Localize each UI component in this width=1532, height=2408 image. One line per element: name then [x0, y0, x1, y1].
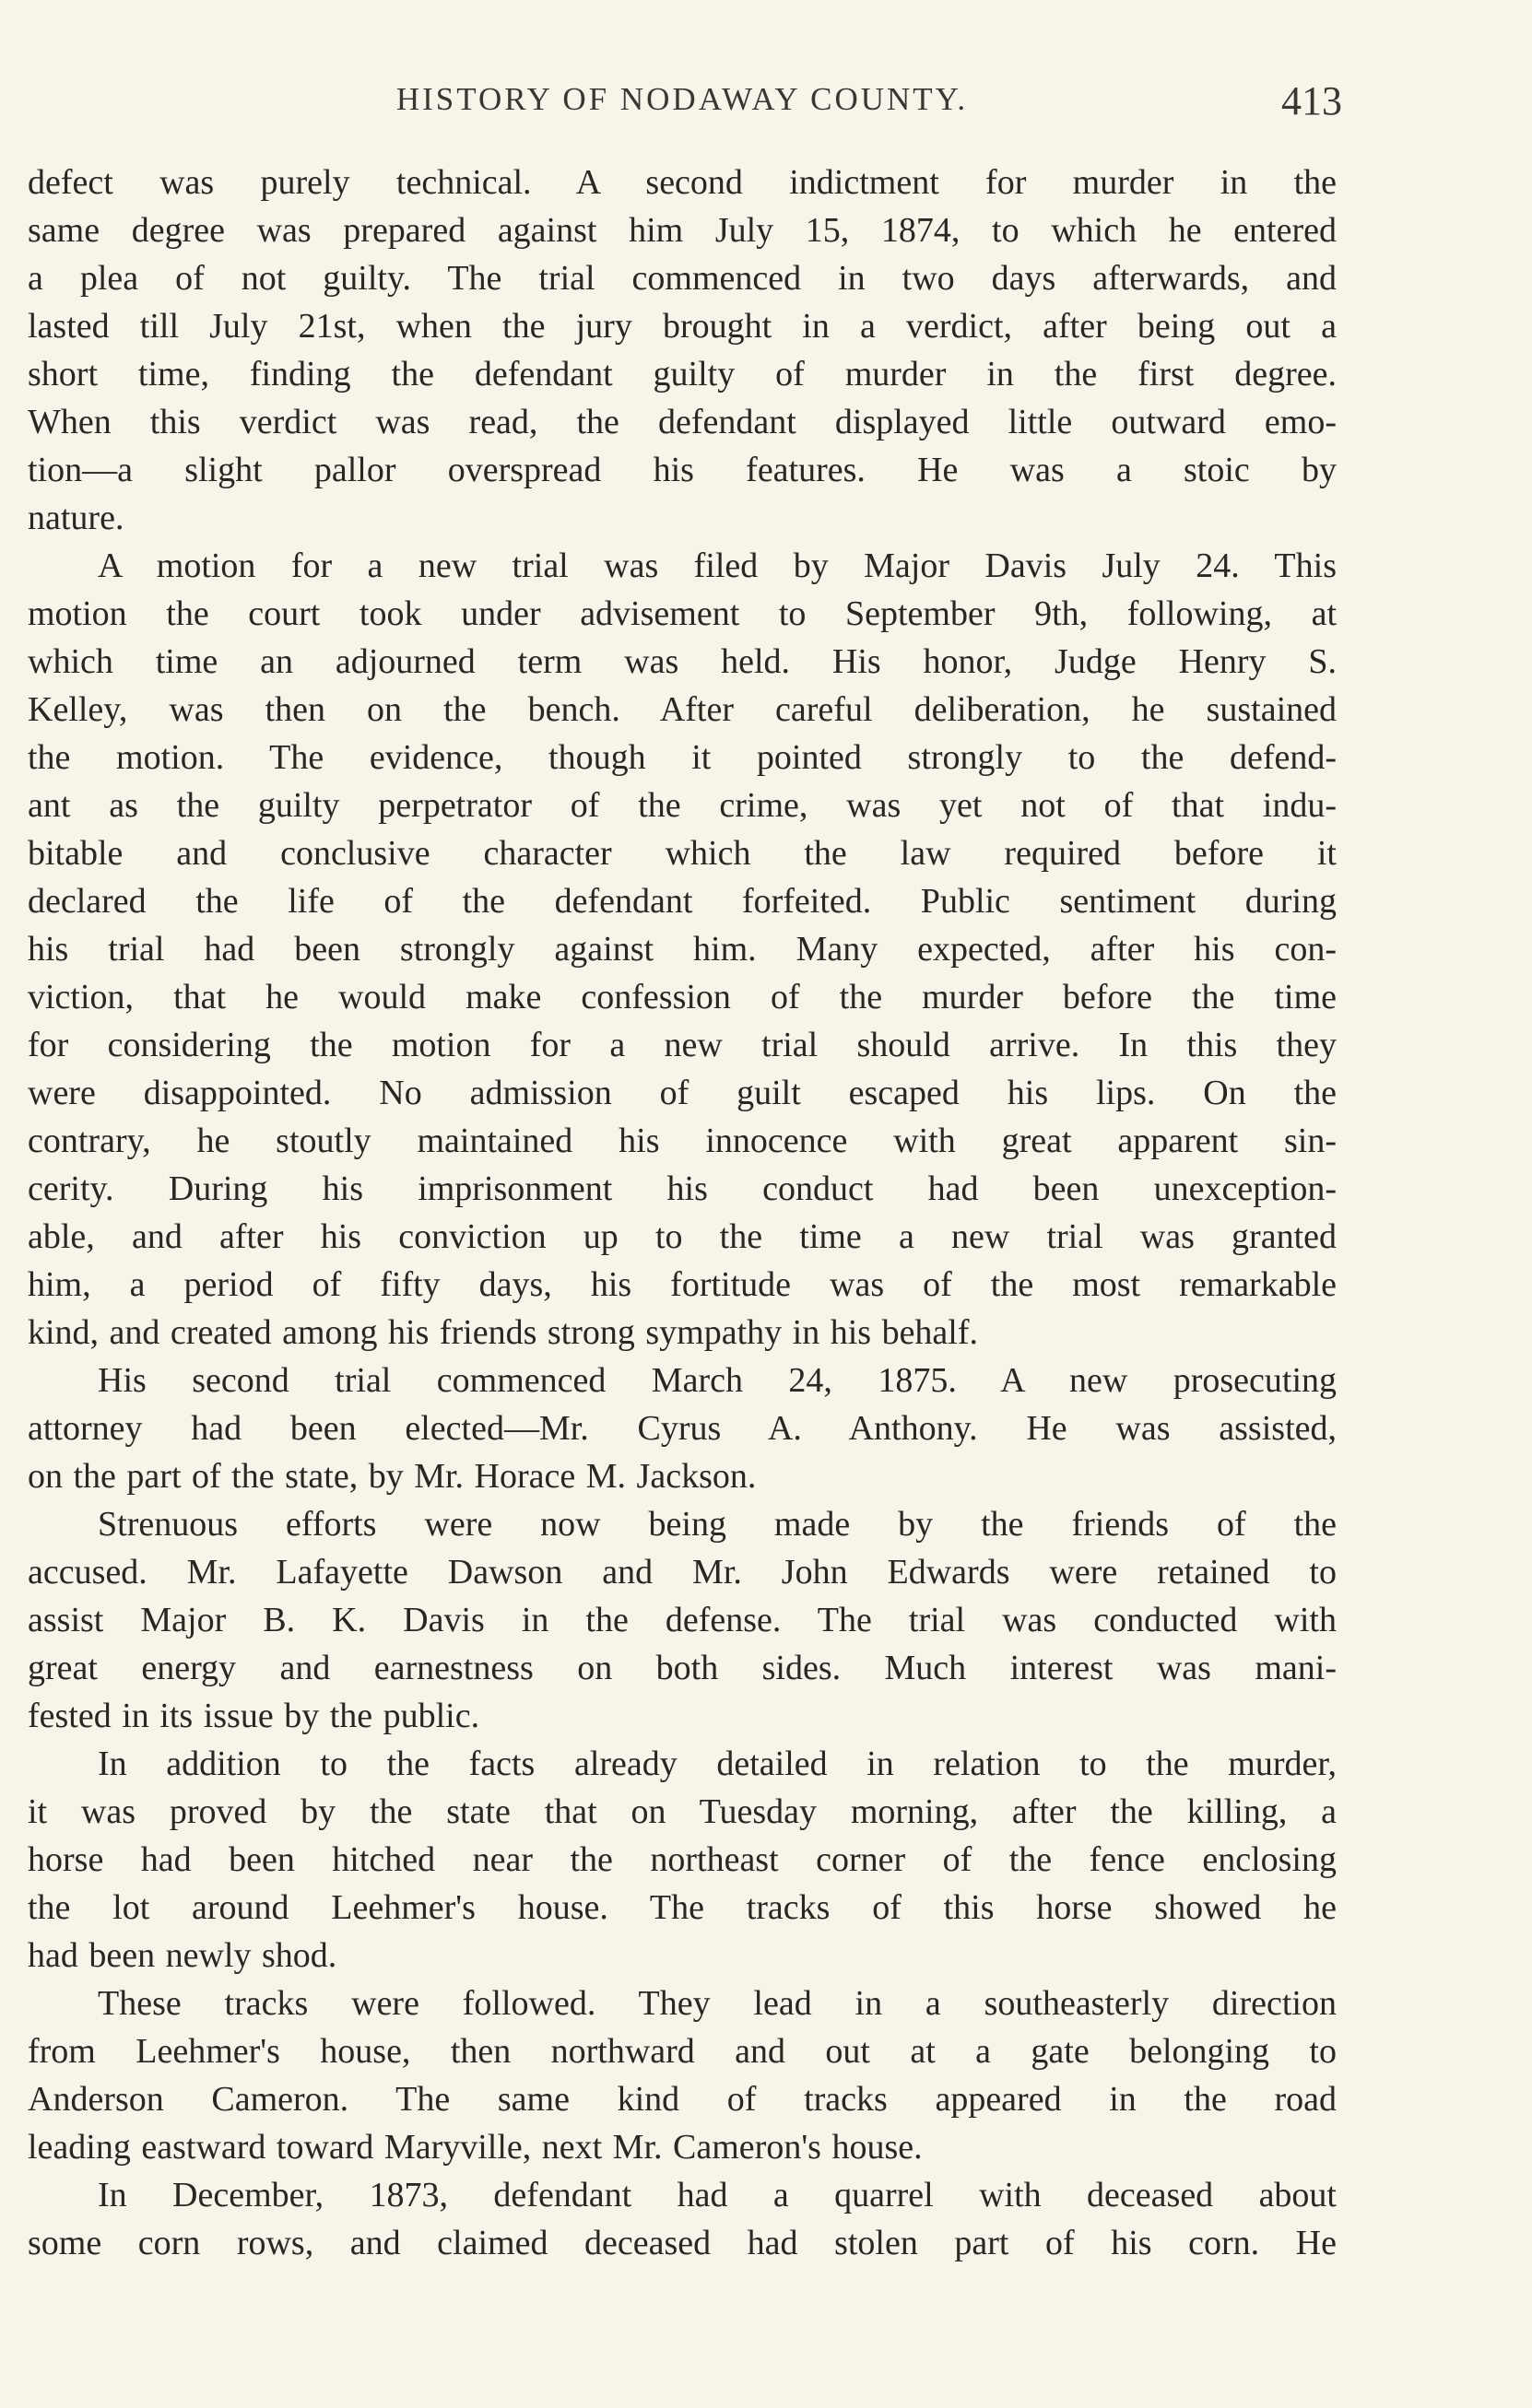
text-line: ant as the guilty perpetrator of the crime, was yet not of that indu- [28, 786, 1337, 825]
text-line: same degree was prepared against him July 15, 1874, to which he entered [28, 211, 1337, 250]
text-line: his trial had been strongly against him. Many expected, after his con- [28, 930, 1337, 969]
running-head [28, 74, 1342, 133]
text-line: cerity. During his imprisonment his conduct had been unexception- [28, 1169, 1337, 1208]
text-line: leading eastward toward Maryville, next Mr. Cameron's house. [28, 2128, 923, 2167]
text-line: the lot around Leehmer's house. The tracks of this horse showed he [28, 1888, 1337, 1927]
text-line: bitable and conclusive character which the law required before it [28, 834, 1337, 873]
text-line: lasted till July 21st, when the jury brought in a verdict, after being out a [28, 307, 1337, 346]
text-line: it was proved by the state that on Tuesday morning, after the killing, a [28, 1792, 1337, 1831]
text-line: Anderson Cameron. The same kind of tracks appeared in the road [28, 2080, 1337, 2119]
text-line: When this verdict was read, the defendant displayed little outward emo- [28, 403, 1337, 441]
text-line: fested in its issue by the public. [28, 1697, 480, 1735]
text-line: Kelley, was then on the bench. After careful deliberation, he sustained [28, 690, 1337, 729]
text-line: some corn rows, and claimed deceased had stolen part of his corn. He [28, 2224, 1337, 2262]
text-line: the motion. The evidence, though it pointed strongly to the defend- [28, 738, 1337, 777]
text-line: assist Major B. K. Davis in the defense. The trial was conducted with [28, 1601, 1337, 1639]
text-line: great energy and earnestness on both sides. Much interest was mani- [28, 1649, 1337, 1687]
text-line: defect was purely technical. A second indictment for murder in the [28, 163, 1337, 202]
text-line: kind, and created among his friends strong sympathy in his behalf. [28, 1313, 979, 1352]
text-line: horse had been hitched near the northeast corner of the fence enclosing [28, 1840, 1337, 1879]
running-title: HISTORY OF NODAWAY COUNTY. [395, 81, 969, 117]
text-line: attorney had been elected—Mr. Cyrus A. Anthony. He was assisted, [28, 1409, 1337, 1448]
text-line: which time an adjourned term was held. His honor, Judge Henry S. [28, 642, 1337, 681]
text-line: His second trial commenced March 24, 1875. A new prosecuting [98, 1361, 1337, 1400]
text-line: short time, finding the defendant guilty of murder in the first degree. [28, 355, 1337, 394]
text-line: for considering the motion for a new trial should arrive. In this they [28, 1026, 1337, 1064]
text-line: motion the court took under advisement to September 9th, following, at [28, 594, 1337, 633]
text-line: from Leehmer's house, then northward and out at a gate belonging to [28, 2032, 1337, 2071]
text-line: him, a period of fifty days, his fortitude was of the most remarkable [28, 1265, 1337, 1304]
text-line: viction, that he would make confession of the murder before the time [28, 978, 1337, 1016]
text-line: had been newly shod. [28, 1936, 337, 1975]
text-line: A motion for a new trial was filed by Major Davis July 24. This [98, 546, 1337, 585]
text-line: contrary, he stoutly maintained his innocence with great apparent sin- [28, 1122, 1337, 1160]
page-number: 413 [1281, 78, 1342, 123]
text-line: were disappointed. No admission of guilt escaped his lips. On the [28, 1074, 1337, 1112]
text-line: In addition to the facts already detailed in relation to the murder, [98, 1744, 1337, 1783]
text-line: able, and after his conviction up to the time a new trial was granted [28, 1217, 1337, 1256]
text-line: accused. Mr. Lafayette Dawson and Mr. John Edwards were retained to [28, 1553, 1337, 1592]
body-text [28, 159, 1337, 2267]
text-line: on the part of the state, by Mr. Horace M. Jackson. [28, 1457, 757, 1496]
text-line: a plea of not guilty. The trial commenced in two days afterwards, and [28, 259, 1337, 298]
text-line: declared the life of the defendant forfeited. Public sentiment during [28, 882, 1337, 921]
text-line: In December, 1873, defendant had a quarrel with deceased about [98, 2176, 1337, 2214]
text-line: Strenuous efforts were now being made by the friends of the [98, 1505, 1337, 1544]
text-line: tion—a slight pallor overspread his features. He was a stoic by [28, 451, 1337, 489]
text-line: nature. [28, 499, 124, 537]
text-line: These tracks were followed. They lead in a southeasterly direction [98, 1984, 1337, 2023]
